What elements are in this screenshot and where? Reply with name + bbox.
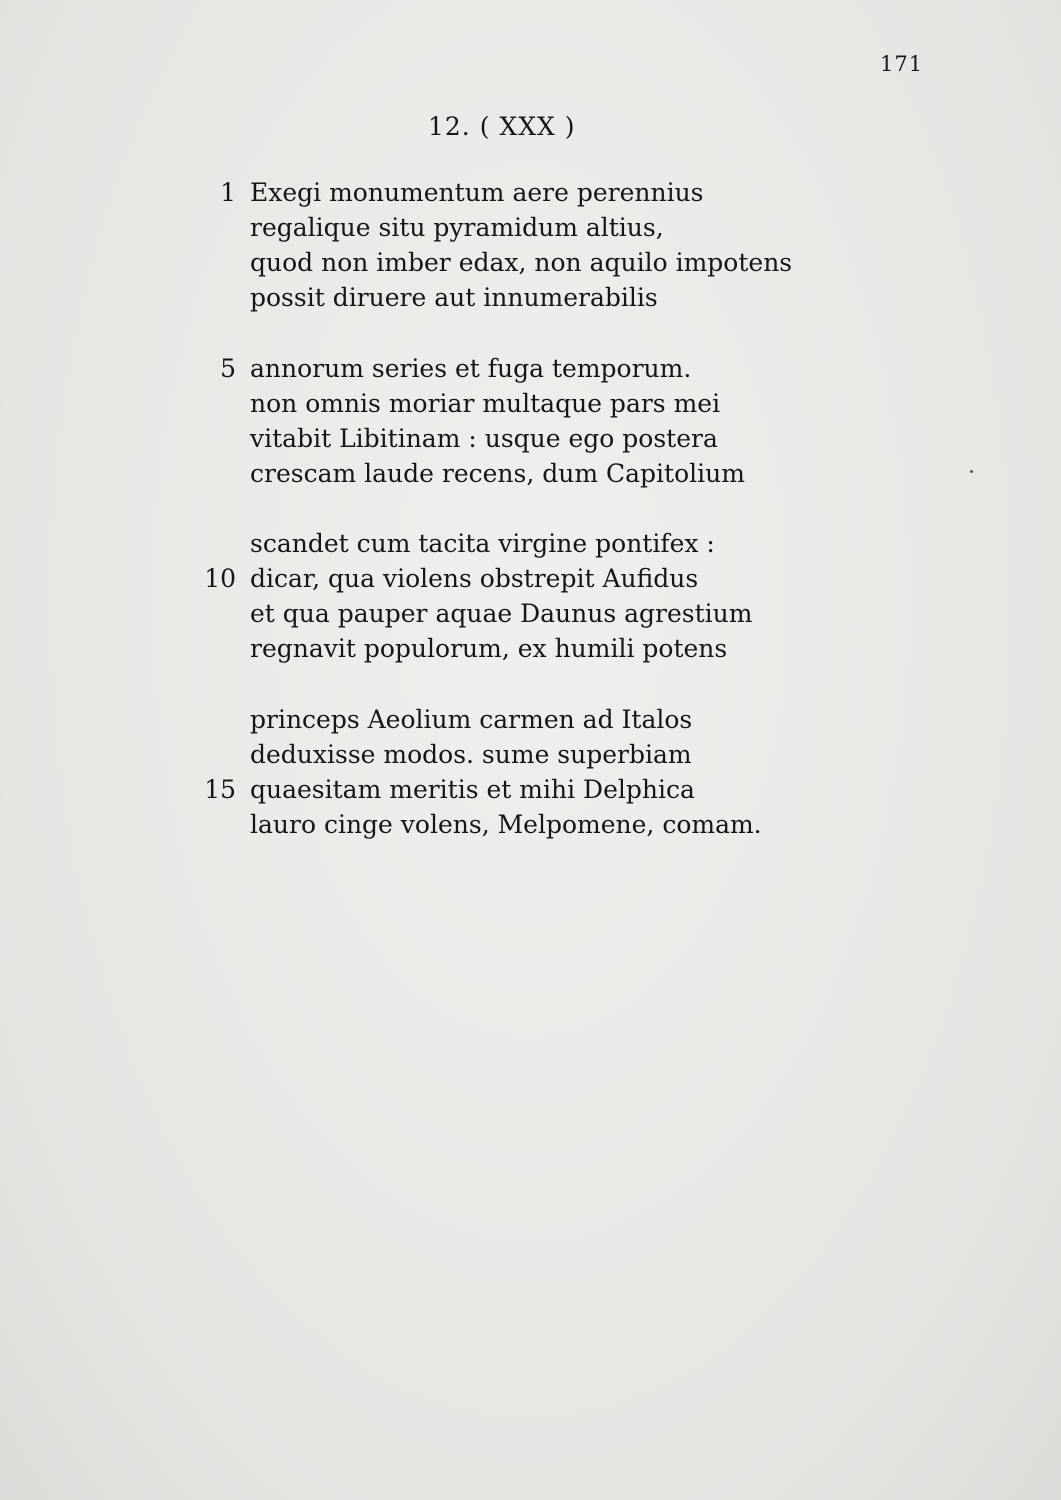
- line-number: 15: [204, 775, 236, 804]
- page-number: 171: [880, 52, 924, 76]
- verse-line-11: et qua pauper aquae Daunus agrestium: [250, 599, 753, 628]
- verse-line-2: regalique situ pyramidum altius,: [250, 213, 664, 242]
- verse-line-6: non omnis moriar multaque pars mei: [250, 389, 721, 418]
- verse-line-10: dicar, qua violens obstrepit Aufidus: [250, 564, 699, 593]
- verse-line-15: quaesitam meritis et mihi Delphica: [250, 775, 695, 804]
- verse-line-1: Exegi monumentum aere perennius: [250, 178, 704, 207]
- verse-line-8: crescam laude recens, dum Capitolium: [250, 459, 745, 488]
- verse-line-7: vitabit Libitinam : usque ego postera: [250, 424, 718, 453]
- verse-line-5: annorum series et fuga temporum.: [250, 354, 692, 383]
- line-number: 5: [220, 354, 236, 383]
- verse-line-16: lauro cinge volens, Melpomene, comam.: [250, 810, 762, 839]
- print-speck: [970, 470, 973, 473]
- line-number: 1: [220, 178, 236, 207]
- verse-line-14: deduxisse modos. sume superbiam: [250, 740, 692, 769]
- verse-line-4: possit diruere aut innumerabilis: [250, 283, 658, 312]
- verse-line-13: princeps Aeolium carmen ad Italos: [250, 705, 693, 734]
- verse-line-9: scandet cum tacita virgine pontifex :: [250, 529, 715, 558]
- verse-line-3: quod non imber edax, non aquilo impotens: [250, 248, 793, 277]
- poem-title: 12. ( XXX ): [428, 112, 576, 141]
- verse-line-12: regnavit populorum, ex humili potens: [250, 634, 728, 663]
- line-number: 10: [204, 564, 236, 593]
